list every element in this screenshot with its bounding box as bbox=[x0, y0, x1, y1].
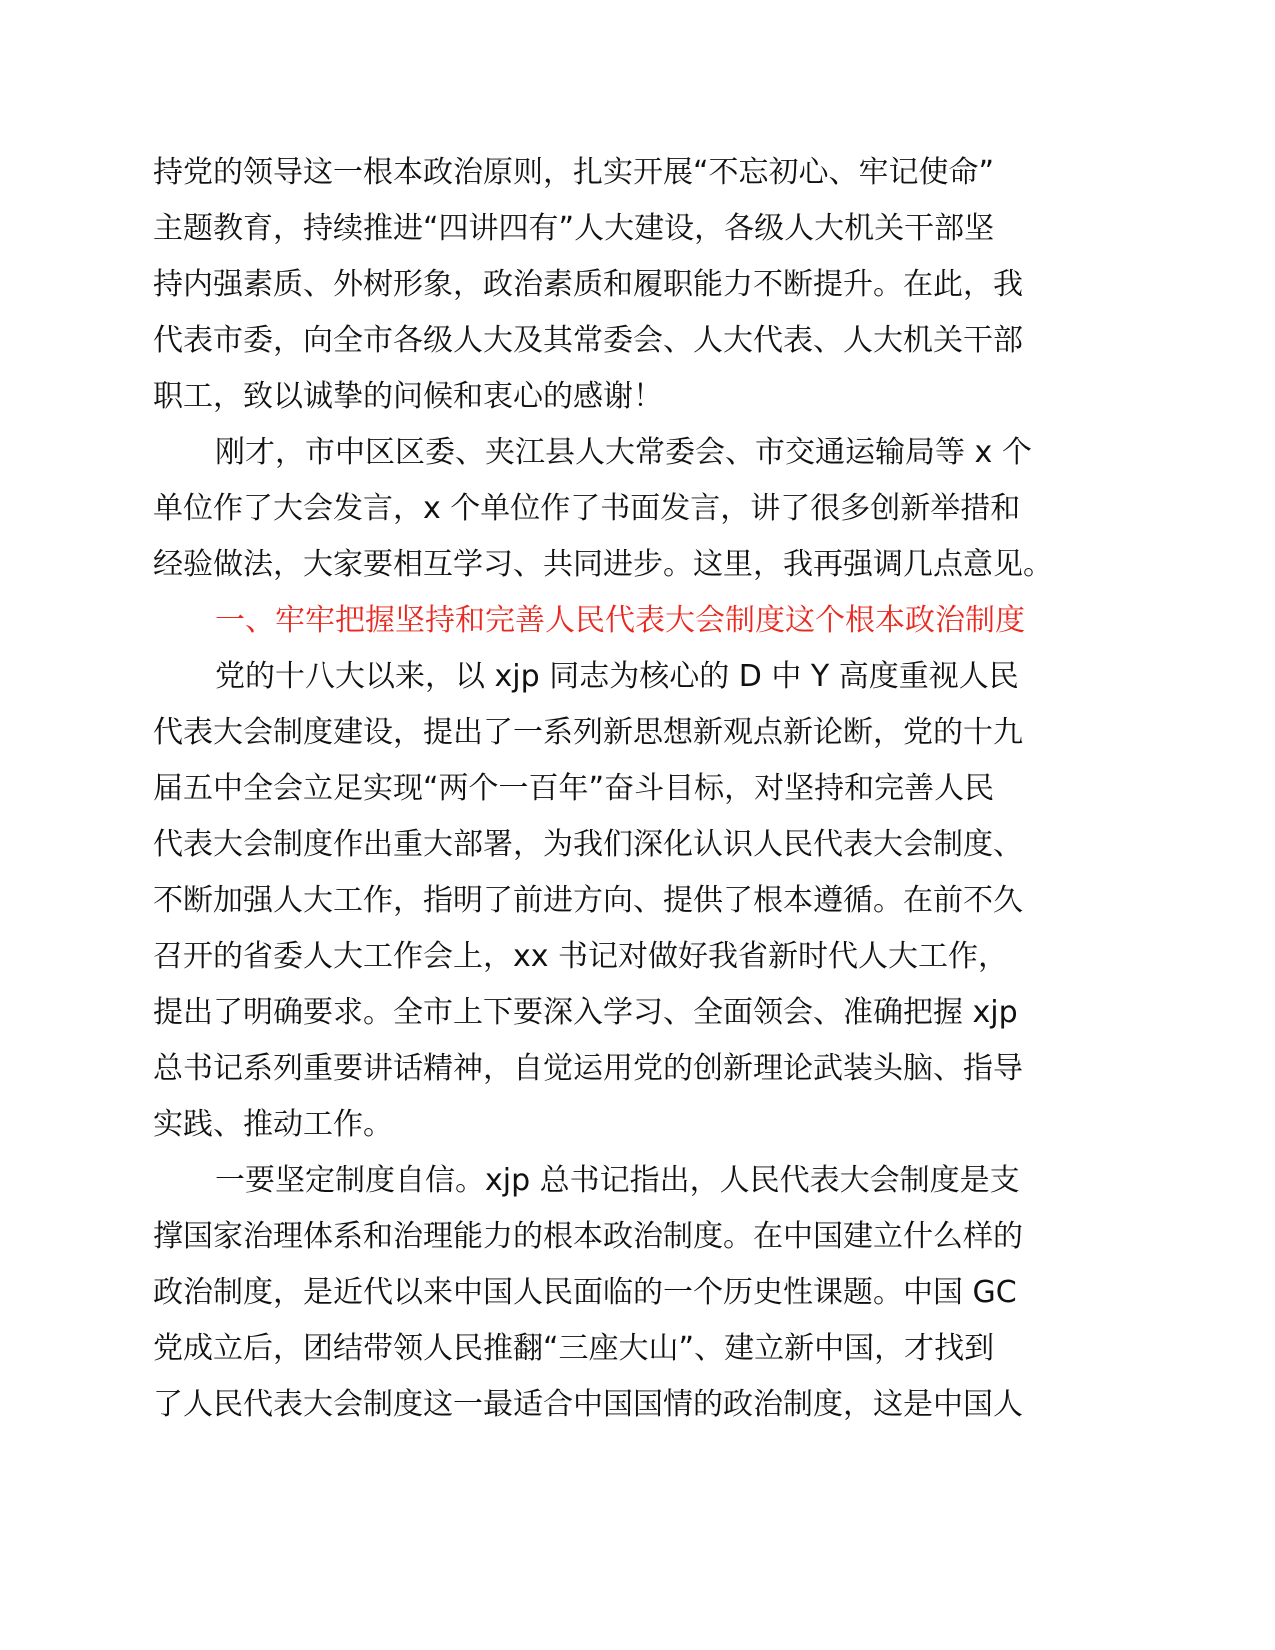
text-line: 届五中全会立足实现“两个一百年”奋斗目标，对坚持和完善人民 bbox=[153, 771, 995, 806]
text-line: 不断加强人大工作，指明了前进方向、提供了根本遵循。在前不久 bbox=[153, 883, 1023, 918]
text-line: 了人民代表大会制度这一最适合中国国情的政治制度，这是中国人 bbox=[153, 1387, 1023, 1422]
text-line: 代表市委，向全市各级人大及其常委会、人大代表、人大机关干部 bbox=[153, 323, 1023, 358]
text-line: 政治制度，是近代以来中国人民面临的一个历史性课题。中国 GC bbox=[153, 1275, 1017, 1310]
section-heading bbox=[153, 593, 1093, 649]
text-line: 代表大会制度建设，提出了一系列新思想新观点新论断，党的十九 bbox=[153, 715, 1023, 750]
text-line: 代表大会制度作出重大部署，为我们深化认识人民代表大会制度、 bbox=[153, 827, 1023, 862]
text-line: 党成立后，团结带领人民推翻“三座大山”、建立新中国，才找到 bbox=[153, 1331, 995, 1366]
text-line: 总书记系列重要讲话精神，自觉运用党的创新理论武装头脑、指导 bbox=[153, 1051, 1023, 1086]
paragraph-institutional-confidence bbox=[153, 1153, 1093, 1433]
text-line: 单位作了大会发言，x 个单位作了书面发言，讲了很多创新举措和 bbox=[153, 491, 1021, 526]
section-heading-text: 一、牢牢把握坚持和完善人民代表大会制度这个根本政治制度 bbox=[215, 603, 1025, 638]
text-line: 经验做法，大家要相互学习、共同进步。这里，我再强调几点意见。 bbox=[153, 547, 1053, 582]
text-line: 持内强素质、外树形象，政治素质和履职能力不断提升。在此，我 bbox=[153, 267, 1023, 302]
text-line: 主题教育，持续推进“四讲四有”人大建设，各级人大机关干部坚 bbox=[153, 211, 995, 246]
document-body bbox=[153, 145, 1093, 1433]
text-line: 职工，致以诚挚的问候和衷心的感谢！ bbox=[153, 379, 663, 414]
text-line: 刚才，市中区区委、夹江县人大常委会、市交通运输局等 x 个 bbox=[215, 435, 1032, 470]
text-line: 持党的领导这一根本政治原则，扎实开展“不忘初心、牢记使命” bbox=[153, 155, 995, 190]
paragraph-since-18th-congress bbox=[153, 649, 1093, 1153]
paragraph-speeches bbox=[153, 425, 1093, 593]
paragraph-continued bbox=[153, 145, 1093, 425]
text-line: 召开的省委人大工作会上，xx 书记对做好我省新时代人大工作， bbox=[153, 939, 1009, 974]
text-line: 实践、推动工作。 bbox=[153, 1107, 393, 1142]
text-line: 党的十八大以来，以 xjp 同志为核心的 D 中 Y 高度重视人民 bbox=[215, 659, 1019, 694]
text-line: 一要坚定制度自信。xjp 总书记指出，人民代表大会制度是支 bbox=[215, 1163, 1020, 1198]
text-line: 提出了明确要求。全市上下要深入学习、全面领会、准确把握 xjp bbox=[153, 995, 1018, 1030]
text-line: 撑国家治理体系和治理能力的根本政治制度。在中国建立什么样的 bbox=[153, 1219, 1023, 1254]
